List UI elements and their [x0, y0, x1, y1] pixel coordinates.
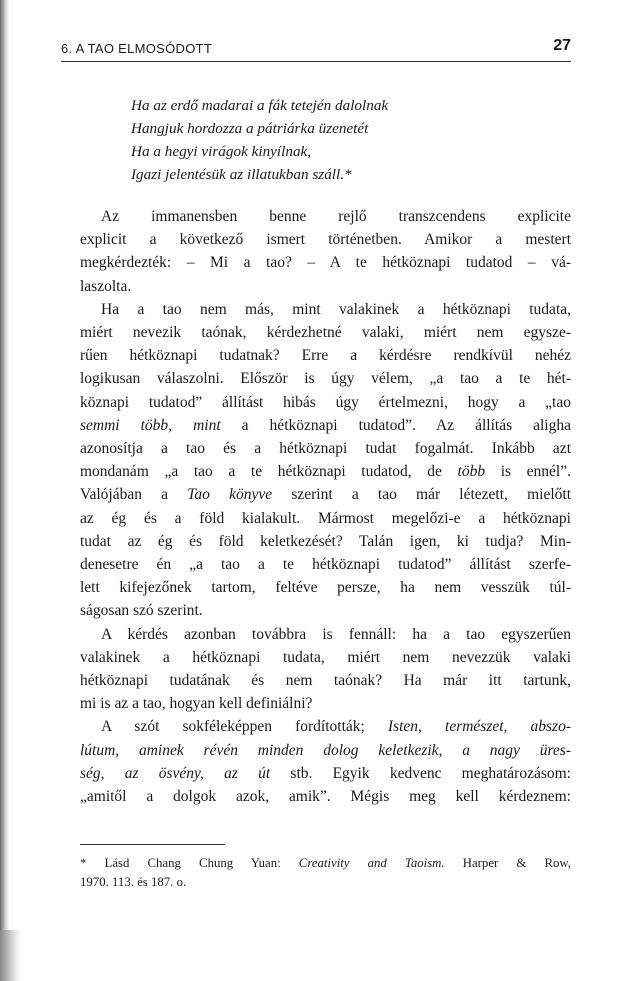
text-line: explicit a következő ismert történetben. Amikor a mestert	[80, 231, 571, 249]
emphasis-text: ség, az ösvény, az út	[80, 764, 271, 782]
page-number: 27	[553, 37, 571, 54]
text-line: ságosan szó szerint.	[80, 602, 203, 620]
text-line: denesetre én „a tao a te hétköznapi tudatod” állítást szerfe-	[80, 556, 571, 574]
page-corner-shadow	[0, 930, 22, 981]
text-line: laszolta.	[80, 277, 132, 295]
book-title-text: Tao könyve	[187, 486, 273, 504]
text-line: valakinek a hétköznapi tudata, miért nem nevezzük valaki	[80, 648, 571, 666]
text-span: mondanám „a tao a te hétköznapi tudatod, de	[80, 463, 458, 481]
running-header	[61, 37, 571, 59]
book-title-text: Creativity and Taoism.	[298, 856, 445, 870]
header-rule	[61, 61, 571, 62]
body-text	[80, 205, 571, 808]
text-line	[80, 739, 571, 762]
text-span: Valójában a	[80, 486, 188, 504]
text-line	[80, 762, 571, 785]
text-span: is ennél”.	[485, 463, 571, 481]
text-line: mi is az a tao, hogyan kell definiálni?	[80, 695, 313, 713]
text-line: hétköznapi tudatának és nem taónak? Ha már itt tartunk,	[80, 672, 571, 690]
text-line: A kérdés azonban továbbra is fennáll: ha a tao egyszerűen	[101, 625, 571, 643]
emphasis-text: lútum, aminek révén minden dolog keletkezik, a nagy üres-	[80, 741, 571, 759]
footnote	[80, 854, 571, 892]
text-line: Az immanensben benne rejlő transzcendens explicite	[101, 208, 571, 225]
text-line: lett kifejezőnek tartom, feltéve persze, ha nem vesszük túl-	[80, 579, 571, 597]
text-line	[80, 414, 571, 437]
poem-line: Ha az erdő madarai a fák tetején dalolnak	[131, 97, 389, 114]
text-line: köznapi tudatod” állítást hibás úgy értelmezni, hogy a „tao	[80, 393, 571, 411]
text-span: a hétköznapi tudatod”. Az állítás aligha	[220, 416, 571, 434]
emphasis-text: több	[457, 463, 486, 481]
text-line: logikusan válaszolni. Először is úgy vélem, „a tao a te hét-	[80, 370, 571, 388]
text-span: stb. Egyik kedvenc meghatározásom:	[270, 764, 571, 782]
text-line	[80, 460, 571, 483]
running-title: 6. A TAO ELMOSÓDOTT	[61, 41, 213, 56]
poem-line: Ha a hegyi virágok kinyílnak,	[131, 143, 312, 160]
text-span: * Lásd Chang Chung Yuan:	[80, 856, 299, 870]
footnote-line	[80, 854, 571, 873]
text-line: tudat az ég és föld keletkezését? Talán igen, ki tudja? Min-	[80, 532, 571, 550]
text-line: az ég és a föld kialakult. Mármost megelőzi-e a hétköznapi	[80, 509, 571, 527]
text-line: Ha a tao nem más, mint valakinek a hétköznapi tudata,	[101, 300, 571, 318]
footnote-line: 1970. 113. és 187. o.	[80, 875, 187, 889]
text-line: megkérdezték: – Mi a tao? – A te hétköznapi tudatod – vá-	[80, 254, 571, 272]
text-line	[80, 715, 571, 738]
poem-line: Hangjuk hordozza a pátriárka üzenetét	[131, 120, 369, 137]
text-line: „amitől a dolgok azok, amik”. Mégis meg kell kérdeznem:	[80, 788, 571, 806]
text-span: A szót sokféleképpen fordították;	[101, 718, 388, 736]
poem-line: Igazi jelentésük az illatukban száll.*	[131, 166, 352, 183]
emphasis-text: Isten, természet, abszo-	[387, 718, 571, 736]
epigraph-poem	[131, 94, 561, 186]
text-line: azonosítja a tao és a hétköznapi tudat fogalmát. Inkább azt	[80, 440, 571, 458]
text-span: Harper & Row,	[444, 856, 571, 870]
text-line: rűen hétköznapi tudatnak? Erre a kérdésre rendkívül nehéz	[80, 347, 571, 365]
text-span: szerint a tao már létezett, mielőtt	[272, 486, 572, 504]
text-line	[80, 483, 571, 506]
emphasis-text: semmi több, mint	[80, 416, 221, 434]
text-line: miért nevezik taónak, kérdezhetné valaki, miért nem egysze-	[80, 324, 571, 342]
page-spine-shadow	[0, 0, 9, 981]
footnote-rule	[80, 844, 225, 845]
